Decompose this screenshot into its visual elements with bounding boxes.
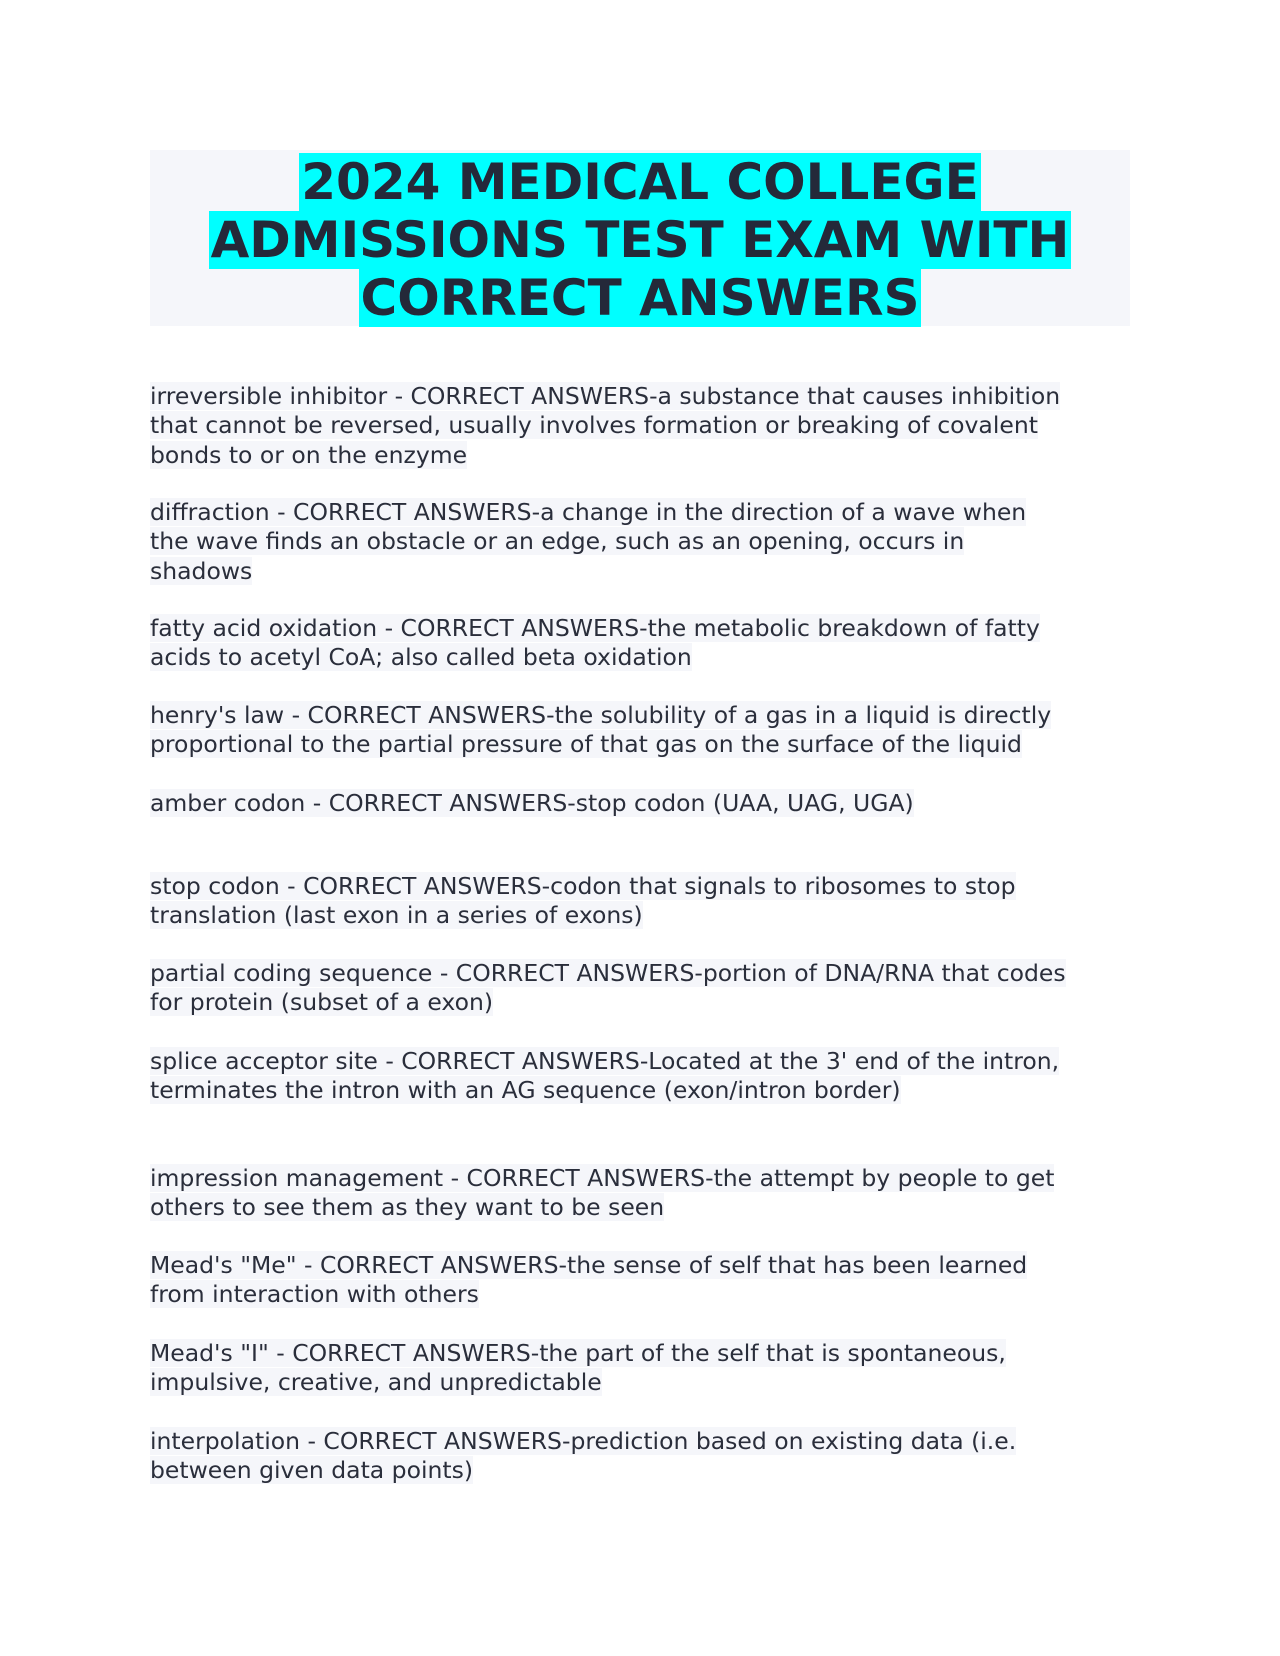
entry-splice-acceptor-site: splice acceptor site - CORRECT ANSWERS-Located at the 3' end of the intron, terminates the intron with an AG sequence (exon/intron border) <box>150 1047 1060 1105</box>
entry-diffraction: diffraction - CORRECT ANSWERS-a change in the direction of a wave when the wave finds an obstacle or an edge, such as an opening, occurs in shadows <box>150 498 1027 585</box>
entry-stop-codon: stop codon - CORRECT ANSWERS-codon that signals to ribosomes to stop translation (last exon in a series of exons) <box>150 872 1016 930</box>
entry-interpolation: interpolation - CORRECT ANSWERS-prediction based on existing data (i.e. between given data points) <box>150 1427 1017 1485</box>
title-line-2: ADMISSIONS TEST EXAM WITH <box>210 211 1070 269</box>
title-line-1: 2024 MEDICAL COLLEGE <box>301 153 979 211</box>
title-line-3: CORRECT ANSWERS <box>360 269 920 327</box>
entry-amber-codon: amber codon - CORRECT ANSWERS-stop codon (UAA, UAG, UGA) <box>150 789 914 817</box>
entry-irreversible-inhibitor: irreversible inhibitor - CORRECT ANSWERS-a substance that causes inhibition that cannot be reversed, usually involves formation or breaking of covalent bonds to or on the enzyme <box>150 382 1061 469</box>
entry-meads-me: Mead's "Me" - CORRECT ANSWERS-the sense of self that has been learned from interaction with others <box>150 1251 1028 1309</box>
entry-fatty-acid-oxidation: fatty acid oxidation - CORRECT ANSWERS-the metabolic breakdown of fatty acids to acetyl CoA; also called beta oxidation <box>150 614 1040 672</box>
entry-henrys-law: henry's law - CORRECT ANSWERS-the solubility of a gas in a liquid is directly proportional to the partial pressure of that gas on the surface of the liquid <box>150 701 1052 759</box>
entry-impression-management: impression management - CORRECT ANSWERS-the attempt by people to get others to see them as they want to be seen <box>150 1164 1055 1222</box>
entry-meads-i: Mead's "I" - CORRECT ANSWERS-the part of the self that is spontaneous, impulsive, creative, and unpredictable <box>150 1339 1006 1397</box>
entry-partial-coding-sequence: partial coding sequence - CORRECT ANSWERS-portion of DNA/RNA that codes for protein (subset of a exon) <box>150 959 1066 1017</box>
document-title <box>150 150 1130 326</box>
